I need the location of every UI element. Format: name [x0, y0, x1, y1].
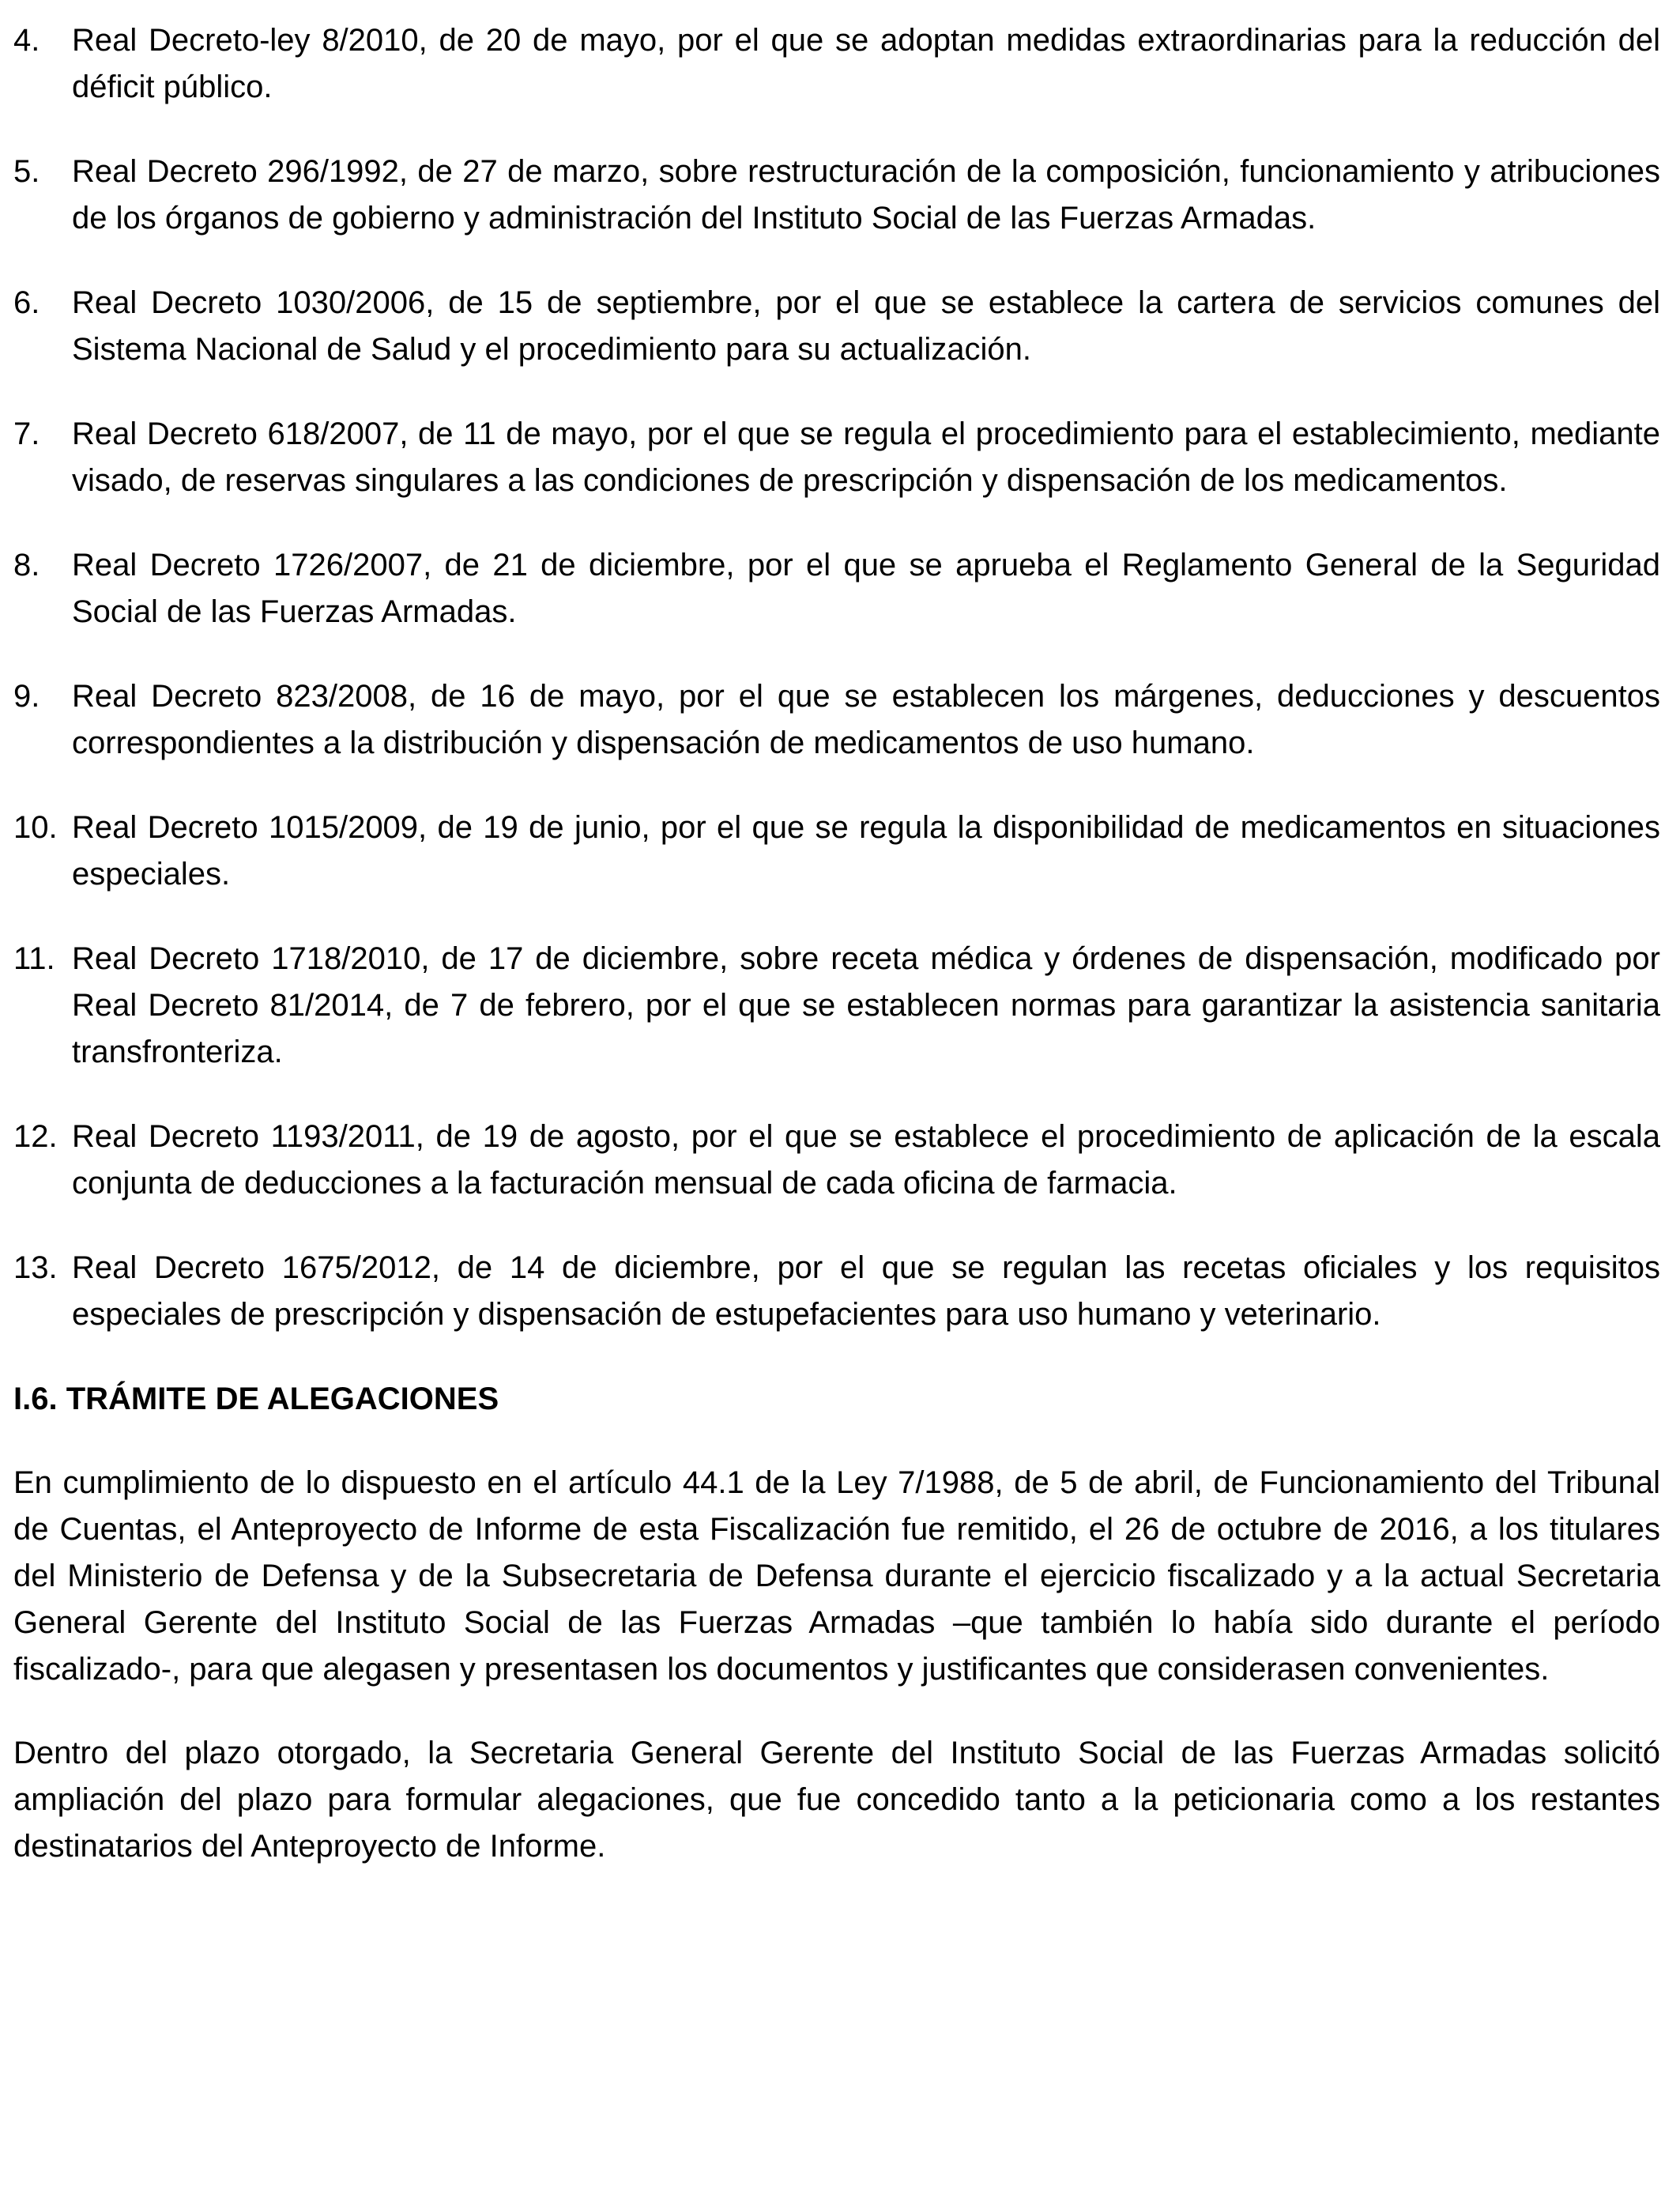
list-number: 6. — [13, 285, 40, 320]
list-item — [13, 936, 1660, 1076]
list-item — [13, 1114, 1660, 1207]
list-number: 7. — [13, 417, 40, 451]
section-paragraph: Dentro del plazo otorgado, la Secretaria General Gerente del Instituto Social de las Fuerzas Armadas solicitó ampliación del plazo para formular alegaciones, que fue concedido tanto a la peticionaria como a los restantes destinatarios del Anteproyecto de Informe. — [13, 1736, 1660, 1864]
list-number: 4. — [13, 23, 40, 58]
legislation-list — [13, 17, 1660, 1338]
document-page — [13, 17, 1660, 1907]
list-text: Real Decreto 1675/2012, de 14 de diciembre, por el que se regulan las recetas oficiales y los requisitos especiales de prescripción y dispensación de estupefacientes para uso humano y veterinario. — [72, 1250, 1660, 1332]
section-heading: I.6. TRÁMITE DE ALEGACIONES — [13, 1382, 499, 1416]
list-text: Real Decreto 1015/2009, de 19 de junio, por el que se regula la disponibilidad de medicamentos en situaciones especiales. — [72, 810, 1660, 892]
list-item — [13, 17, 1660, 111]
list-item — [13, 673, 1660, 767]
list-number: 13. — [13, 1250, 58, 1285]
list-item — [13, 1245, 1660, 1338]
list-text: Real Decreto 1718/2010, de 17 de diciembre, sobre receta médica y órdenes de dispensación, modificado por Real Decreto 81/2014, de 7 de febrero, por el que se establecen normas para garantizar la asistencia sanitaria transfronteriza. — [72, 941, 1660, 1069]
list-item — [13, 411, 1660, 504]
list-item — [13, 805, 1660, 898]
list-item — [13, 280, 1660, 373]
list-number: 5. — [13, 154, 40, 189]
list-text: Real Decreto 618/2007, de 11 de mayo, por el que se regula el procedimiento para el establecimiento, mediante visado, de reservas singulares a las condiciones de prescripción y dispensación de los medicamentos. — [72, 417, 1660, 498]
list-number: 10. — [13, 810, 58, 845]
list-text: Real Decreto 1193/2011, de 19 de agosto, por el que se establece el procedimiento de aplicación de la escala conjunta de deducciones a la facturación mensual de cada oficina de farmacia. — [72, 1119, 1660, 1201]
list-text: Real Decreto 1726/2007, de 21 de diciembre, por el que se aprueba el Reglamento General de la Seguridad Social de las Fuerzas Armadas. — [72, 548, 1660, 629]
list-text: Real Decreto 823/2008, de 16 de mayo, por el que se establecen los márgenes, deducciones y descuentos correspondientes a la distribución y dispensación de medicamentos de uso humano. — [72, 679, 1660, 760]
section-paragraph: En cumplimiento de lo dispuesto en el artículo 44.1 de la Ley 7/1988, de 5 de abril, de Funcionamiento del Tribunal de Cuentas, el Anteproyecto de Informe de esta Fiscalización fue remitido, el 26 de octubre de 2016, a los titulares del Ministerio de Defensa y de la Subsecretaria de Defensa durante el ejercicio fiscalizado y a la actual Secretaria General Gerente del Instituto Social de las Fuerzas Armadas –que también lo había sido durante el período fiscalizado-, para que alegasen y presentasen los documentos y justificantes que considerasen convenientes. — [13, 1465, 1660, 1687]
list-number: 8. — [13, 548, 40, 582]
list-text: Real Decreto 296/1992, de 27 de marzo, sobre restructuración de la composición, funcionamiento y atribuciones de los órganos de gobierno y administración del Instituto Social de las Fuerzas Armadas. — [72, 154, 1660, 236]
list-item — [13, 542, 1660, 635]
list-text: Real Decreto-ley 8/2010, de 20 de mayo, por el que se adoptan medidas extraordinarias para la reducción del déficit público. — [72, 23, 1660, 104]
list-item — [13, 149, 1660, 242]
list-number: 11. — [13, 941, 55, 976]
list-text: Real Decreto 1030/2006, de 15 de septiembre, por el que se establece la cartera de servicios comunes del Sistema Nacional de Salud y el procedimiento para su actualización. — [72, 285, 1660, 367]
list-number: 12. — [13, 1119, 58, 1154]
list-number: 9. — [13, 679, 40, 714]
